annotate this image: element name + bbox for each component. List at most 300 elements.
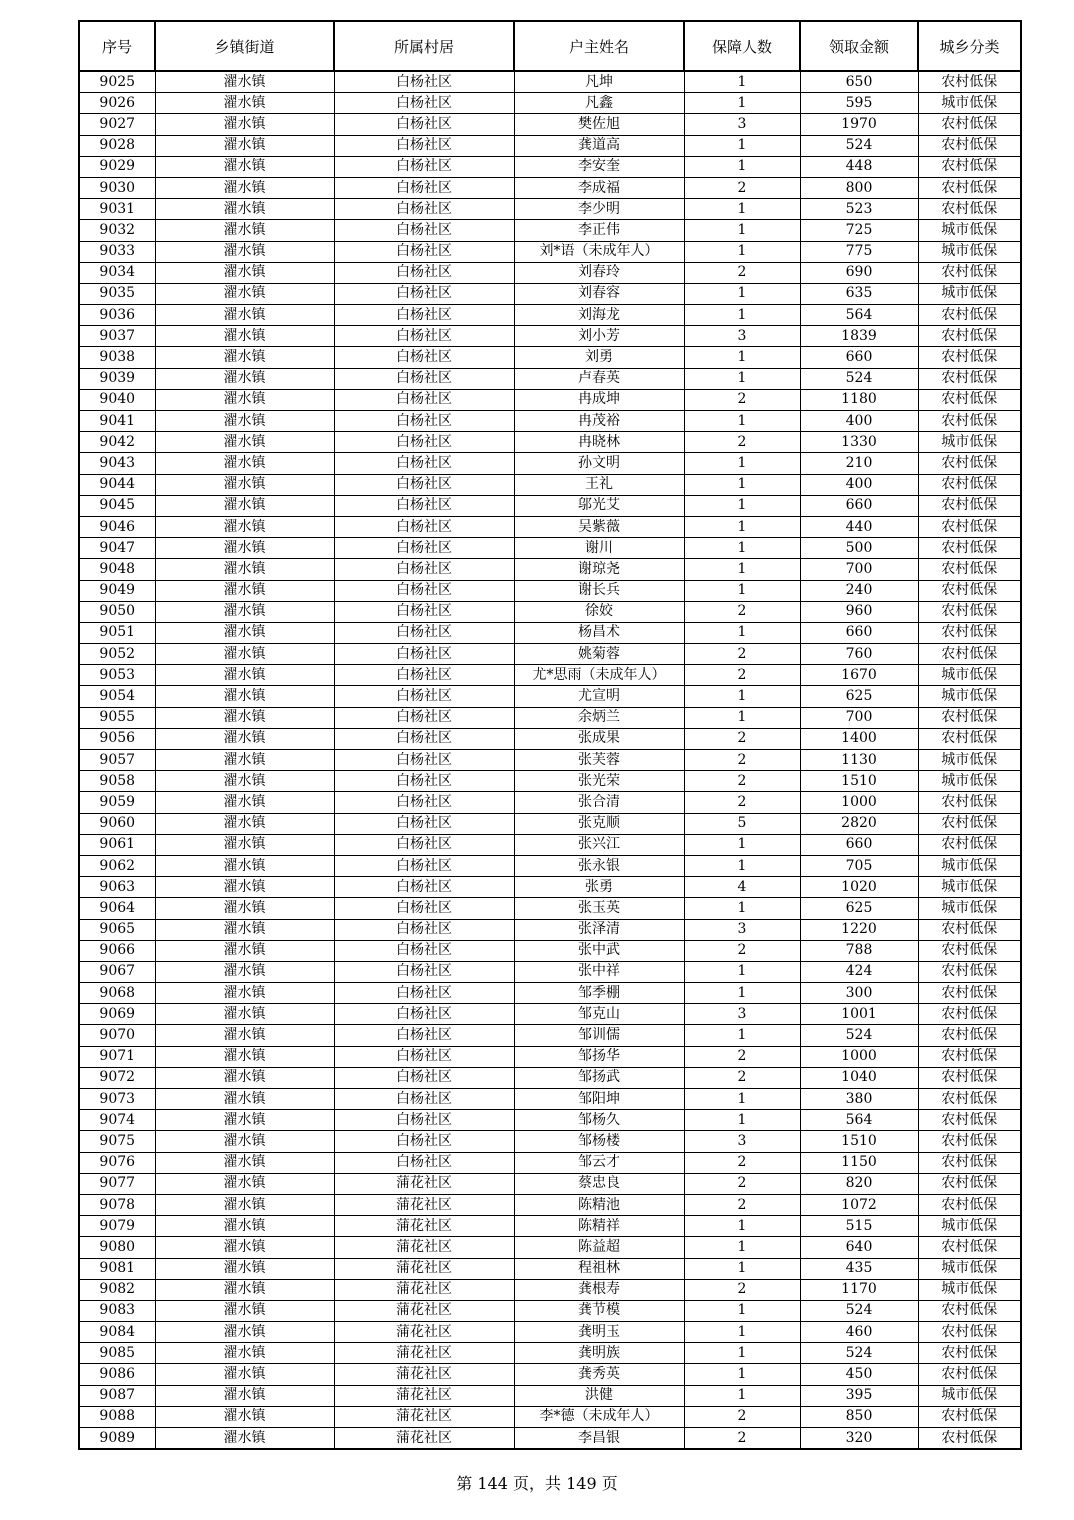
covered-persons-cell: 1 [684,961,800,982]
covered-persons-cell: 1 [684,1258,800,1279]
category-cell: 农村低保 [918,1194,1021,1215]
community-cell: 白杨社区 [334,686,514,707]
category-cell: 农村低保 [918,1322,1021,1343]
community-cell: 白杨社区 [334,474,514,495]
community-cell: 白杨社区 [334,813,514,834]
table-row [79,1089,1021,1110]
township-cell: 濯水镇 [155,326,334,347]
covered-persons-cell: 3 [684,1004,800,1025]
township-cell: 濯水镇 [155,283,334,304]
table-row [79,601,1021,622]
serial-number-cell: 9041 [79,411,155,432]
serial-number-cell: 9028 [79,135,155,156]
table-row [79,983,1021,1004]
serial-number-cell: 9050 [79,601,155,622]
covered-persons-cell: 1 [684,538,800,559]
covered-persons-cell: 2 [684,1173,800,1194]
householder-name-cell: 余炳兰 [514,707,684,728]
community-cell: 蒲花社区 [334,1300,514,1321]
community-cell: 白杨社区 [334,580,514,601]
table-row [79,1258,1021,1279]
table-row [79,898,1021,919]
category-cell: 农村低保 [918,71,1021,93]
community-cell: 白杨社区 [334,601,514,622]
community-cell: 白杨社区 [334,728,514,749]
serial-number-cell: 9071 [79,1046,155,1067]
householder-name-cell: 陈精祥 [514,1216,684,1237]
amount-cell: 460 [800,1322,918,1343]
serial-number-cell: 9035 [79,283,155,304]
community-cell: 蒲花社区 [334,1279,514,1300]
township-cell: 濯水镇 [155,1131,334,1152]
amount-cell: 650 [800,71,918,93]
table-row [79,177,1021,198]
category-cell: 农村低保 [918,1025,1021,1046]
community-cell: 白杨社区 [334,622,514,643]
community-cell: 蒲花社区 [334,1385,514,1406]
category-cell: 农村低保 [918,792,1021,813]
table-row [79,474,1021,495]
amount-cell: 524 [800,1343,918,1364]
category-cell: 城市低保 [918,686,1021,707]
householder-name-cell: 龚明玉 [514,1322,684,1343]
table-row [79,1131,1021,1152]
householder-name-cell: 蔡忠良 [514,1173,684,1194]
township-cell: 濯水镇 [155,199,334,220]
covered-persons-cell: 1 [684,1385,800,1406]
covered-persons-cell: 1 [684,93,800,114]
householder-name-cell: 龚秀英 [514,1364,684,1385]
township-cell: 濯水镇 [155,495,334,516]
serial-number-cell: 9084 [79,1322,155,1343]
householder-name-cell: 樊佐旭 [514,114,684,135]
category-cell: 农村低保 [918,411,1021,432]
serial-number-cell: 9047 [79,538,155,559]
township-cell: 濯水镇 [155,432,334,453]
township-cell: 濯水镇 [155,474,334,495]
category-cell: 城市低保 [918,220,1021,241]
table-row [79,1194,1021,1215]
category-cell: 城市低保 [918,665,1021,686]
category-cell: 农村低保 [918,1067,1021,1088]
category-cell: 农村低保 [918,156,1021,177]
covered-persons-cell: 1 [684,580,800,601]
covered-persons-cell: 1 [684,834,800,855]
township-cell: 濯水镇 [155,1343,334,1364]
community-cell: 蒲花社区 [334,1237,514,1258]
covered-persons-cell: 1 [684,495,800,516]
township-cell: 濯水镇 [155,686,334,707]
covered-persons-cell: 3 [684,326,800,347]
serial-number-cell: 9082 [79,1279,155,1300]
serial-number-cell: 9089 [79,1428,155,1450]
householder-name-cell: 张玉英 [514,898,684,919]
serial-number-cell: 9056 [79,728,155,749]
community-cell: 白杨社区 [334,1131,514,1152]
covered-persons-cell: 1 [684,855,800,876]
table-row [79,1364,1021,1385]
table-row [79,1216,1021,1237]
category-cell: 农村低保 [918,1364,1021,1385]
table-row [79,283,1021,304]
category-cell: 农村低保 [918,919,1021,940]
amount-cell: 788 [800,940,918,961]
community-cell: 白杨社区 [334,114,514,135]
serial-number-cell: 9077 [79,1173,155,1194]
householder-name-cell: 刘小芳 [514,326,684,347]
householder-name-cell: 洪健 [514,1385,684,1406]
amount-cell: 500 [800,538,918,559]
category-cell: 农村低保 [918,813,1021,834]
covered-persons-cell: 2 [684,177,800,198]
category-cell: 农村低保 [918,834,1021,855]
covered-persons-cell: 2 [684,601,800,622]
covered-persons-cell: 2 [684,1067,800,1088]
category-cell: 城市低保 [918,855,1021,876]
page-footer: 第 144 页，共 149 页 [456,1474,618,1493]
township-cell: 濯水镇 [155,1406,334,1427]
community-cell: 白杨社区 [334,241,514,262]
amount-cell: 1220 [800,919,918,940]
township-cell: 濯水镇 [155,262,334,283]
serial-number-cell: 9027 [79,114,155,135]
householder-name-cell: 邹扬武 [514,1067,684,1088]
category-cell: 农村低保 [918,1406,1021,1427]
amount-cell: 395 [800,1385,918,1406]
community-cell: 蒲花社区 [334,1216,514,1237]
covered-persons-cell: 1 [684,135,800,156]
table-row [79,1067,1021,1088]
householder-name-cell: 龚节模 [514,1300,684,1321]
table-row [79,686,1021,707]
serial-number-cell: 9062 [79,855,155,876]
householder-name-cell: 李成福 [514,177,684,198]
township-cell: 濯水镇 [155,1385,334,1406]
amount-cell: 1001 [800,1004,918,1025]
serial-number-cell: 9029 [79,156,155,177]
amount-cell: 660 [800,834,918,855]
amount-cell: 1400 [800,728,918,749]
covered-persons-cell: 2 [684,1194,800,1215]
community-cell: 白杨社区 [334,940,514,961]
township-cell: 濯水镇 [155,1046,334,1067]
amount-cell: 820 [800,1173,918,1194]
category-cell: 农村低保 [918,961,1021,982]
covered-persons-cell: 1 [684,898,800,919]
covered-persons-cell: 1 [684,1300,800,1321]
category-cell: 城市低保 [918,1258,1021,1279]
serial-number-cell: 9025 [79,71,155,93]
serial-number-cell: 9032 [79,220,155,241]
serial-number-cell: 9043 [79,453,155,474]
householder-name-cell: 冉茂裕 [514,411,684,432]
covered-persons-cell: 3 [684,919,800,940]
serial-number-cell: 9059 [79,792,155,813]
category-cell: 农村低保 [918,305,1021,326]
amount-cell: 725 [800,220,918,241]
serial-number-cell: 9081 [79,1258,155,1279]
table-row [79,1152,1021,1173]
amount-cell: 320 [800,1428,918,1450]
township-cell: 濯水镇 [155,177,334,198]
amount-cell: 524 [800,1025,918,1046]
householder-name-cell: 张合清 [514,792,684,813]
householder-name-cell: 徐姣 [514,601,684,622]
header-row [79,21,1021,71]
covered-persons-cell: 1 [684,1364,800,1385]
covered-persons-cell: 1 [684,71,800,93]
header-householder-name: 户主姓名 [514,21,684,71]
category-cell: 城市低保 [918,1279,1021,1300]
community-cell: 白杨社区 [334,1152,514,1173]
category-cell: 城市低保 [918,1216,1021,1237]
householder-name-cell: 孙文明 [514,453,684,474]
community-cell: 白杨社区 [334,262,514,283]
amount-cell: 1020 [800,877,918,898]
township-cell: 濯水镇 [155,792,334,813]
township-cell: 濯水镇 [155,1110,334,1131]
category-cell: 农村低保 [918,1089,1021,1110]
township-cell: 濯水镇 [155,1194,334,1215]
community-cell: 白杨社区 [334,177,514,198]
amount-cell: 800 [800,177,918,198]
category-cell: 农村低保 [918,262,1021,283]
householder-name-cell: 邹扬华 [514,1046,684,1067]
householder-name-cell: 尤宣明 [514,686,684,707]
header-township: 乡镇街道 [155,21,334,71]
householder-name-cell: 邹克山 [514,1004,684,1025]
householder-name-cell: 李昌银 [514,1428,684,1450]
township-cell: 濯水镇 [155,389,334,410]
community-cell: 白杨社区 [334,707,514,728]
covered-persons-cell: 1 [684,220,800,241]
table-row [79,368,1021,389]
category-cell: 农村低保 [918,495,1021,516]
covered-persons-cell: 1 [684,1237,800,1258]
table-row [79,262,1021,283]
amount-cell: 705 [800,855,918,876]
category-cell: 农村低保 [918,516,1021,537]
serial-number-cell: 9034 [79,262,155,283]
community-cell: 白杨社区 [334,283,514,304]
header-category: 城乡分类 [918,21,1021,71]
community-cell: 白杨社区 [334,432,514,453]
township-cell: 濯水镇 [155,707,334,728]
table-row [79,792,1021,813]
category-cell: 农村低保 [918,1173,1021,1194]
householder-name-cell: 龚道高 [514,135,684,156]
township-cell: 濯水镇 [155,644,334,665]
township-cell: 濯水镇 [155,538,334,559]
township-cell: 濯水镇 [155,156,334,177]
township-cell: 濯水镇 [155,453,334,474]
amount-cell: 1040 [800,1067,918,1088]
category-cell: 农村低保 [918,707,1021,728]
township-cell: 濯水镇 [155,771,334,792]
amount-cell: 400 [800,474,918,495]
table-row [79,1343,1021,1364]
amount-cell: 960 [800,601,918,622]
amount-cell: 424 [800,961,918,982]
amount-cell: 1072 [800,1194,918,1215]
covered-persons-cell: 2 [684,665,800,686]
category-cell: 农村低保 [918,389,1021,410]
householder-name-cell: 姚菊蓉 [514,644,684,665]
category-cell: 农村低保 [918,1300,1021,1321]
community-cell: 白杨社区 [334,834,514,855]
householder-name-cell: 凡鑫 [514,93,684,114]
township-cell: 濯水镇 [155,559,334,580]
table-row [79,1428,1021,1450]
community-cell: 白杨社区 [334,559,514,580]
community-cell: 白杨社区 [334,961,514,982]
householder-name-cell: 邹季棚 [514,983,684,1004]
serial-number-cell: 9064 [79,898,155,919]
covered-persons-cell: 2 [684,1428,800,1450]
township-cell: 濯水镇 [155,516,334,537]
covered-persons-cell: 1 [684,156,800,177]
township-cell: 濯水镇 [155,1216,334,1237]
community-cell: 白杨社区 [334,538,514,559]
covered-persons-cell: 1 [684,199,800,220]
table-row [79,199,1021,220]
serial-number-cell: 9073 [79,1089,155,1110]
category-cell: 农村低保 [918,177,1021,198]
householder-name-cell: 谢川 [514,538,684,559]
amount-cell: 640 [800,1237,918,1258]
covered-persons-cell: 1 [684,1343,800,1364]
table-row [79,1046,1021,1067]
category-cell: 农村低保 [918,1152,1021,1173]
covered-persons-cell: 2 [684,940,800,961]
table-row [79,877,1021,898]
serial-number-cell: 9086 [79,1364,155,1385]
community-cell: 白杨社区 [334,792,514,813]
amount-cell: 1150 [800,1152,918,1173]
community-cell: 白杨社区 [334,644,514,665]
covered-persons-cell: 2 [684,792,800,813]
serial-number-cell: 9088 [79,1406,155,1427]
community-cell: 白杨社区 [334,516,514,537]
serial-number-cell: 9031 [79,199,155,220]
amount-cell: 625 [800,686,918,707]
community-cell: 白杨社区 [334,368,514,389]
amount-cell: 564 [800,305,918,326]
householder-name-cell: 邹杨楼 [514,1131,684,1152]
township-cell: 濯水镇 [155,728,334,749]
amount-cell: 564 [800,1110,918,1131]
amount-cell: 635 [800,283,918,304]
table-row [79,516,1021,537]
covered-persons-cell: 5 [684,813,800,834]
township-cell: 濯水镇 [155,1089,334,1110]
serial-number-cell: 9068 [79,983,155,1004]
covered-persons-cell: 1 [684,368,800,389]
serial-number-cell: 9070 [79,1025,155,1046]
amount-cell: 690 [800,262,918,283]
householder-name-cell: 刘春容 [514,283,684,304]
township-cell: 濯水镇 [155,93,334,114]
amount-cell: 1510 [800,771,918,792]
serial-number-cell: 9026 [79,93,155,114]
serial-number-cell: 9085 [79,1343,155,1364]
amount-cell: 1970 [800,114,918,135]
amount-cell: 450 [800,1364,918,1385]
covered-persons-cell: 1 [684,1089,800,1110]
amount-cell: 625 [800,898,918,919]
category-cell: 城市低保 [918,432,1021,453]
table-row [79,241,1021,262]
serial-number-cell: 9053 [79,665,155,686]
category-cell: 农村低保 [918,601,1021,622]
community-cell: 蒲花社区 [334,1406,514,1427]
covered-persons-cell: 2 [684,432,800,453]
householder-name-cell: 尤*思雨（未成年人） [514,665,684,686]
community-cell: 蒲花社区 [334,1258,514,1279]
householder-name-cell: 李正伟 [514,220,684,241]
table-row [79,1004,1021,1025]
serial-number-cell: 9037 [79,326,155,347]
township-cell: 濯水镇 [155,1258,334,1279]
amount-cell: 300 [800,983,918,1004]
table-row [79,1322,1021,1343]
community-cell: 白杨社区 [334,305,514,326]
householder-name-cell: 邹杨久 [514,1110,684,1131]
householder-name-cell: 张中祥 [514,961,684,982]
covered-persons-cell: 4 [684,877,800,898]
relief-roster-table-container [78,20,1020,1450]
covered-persons-cell: 1 [684,241,800,262]
covered-persons-cell: 2 [684,1152,800,1173]
township-cell: 濯水镇 [155,135,334,156]
serial-number-cell: 9033 [79,241,155,262]
serial-number-cell: 9067 [79,961,155,982]
covered-persons-cell: 1 [684,686,800,707]
township-cell: 濯水镇 [155,1067,334,1088]
header-community: 所属村居 [334,21,514,71]
community-cell: 白杨社区 [334,495,514,516]
township-cell: 濯水镇 [155,1152,334,1173]
community-cell: 蒲花社区 [334,1173,514,1194]
category-cell: 城市低保 [918,93,1021,114]
covered-persons-cell: 2 [684,262,800,283]
amount-cell: 660 [800,622,918,643]
table-row [79,1173,1021,1194]
community-cell: 白杨社区 [334,1067,514,1088]
amount-cell: 524 [800,135,918,156]
category-cell: 城市低保 [918,283,1021,304]
householder-name-cell: 冉成坤 [514,389,684,410]
householder-name-cell: 卢春英 [514,368,684,389]
serial-number-cell: 9038 [79,347,155,368]
amount-cell: 440 [800,516,918,537]
category-cell: 农村低保 [918,474,1021,495]
table-row [79,156,1021,177]
householder-name-cell: 张光荣 [514,771,684,792]
covered-persons-cell: 1 [684,474,800,495]
table-row [79,453,1021,474]
serial-number-cell: 9042 [79,432,155,453]
amount-cell: 240 [800,580,918,601]
table-row [79,1237,1021,1258]
table-row [79,750,1021,771]
serial-number-cell: 9051 [79,622,155,643]
covered-persons-cell: 3 [684,1131,800,1152]
amount-cell: 850 [800,1406,918,1427]
category-cell: 农村低保 [918,728,1021,749]
serial-number-cell: 9036 [79,305,155,326]
township-cell: 濯水镇 [155,601,334,622]
